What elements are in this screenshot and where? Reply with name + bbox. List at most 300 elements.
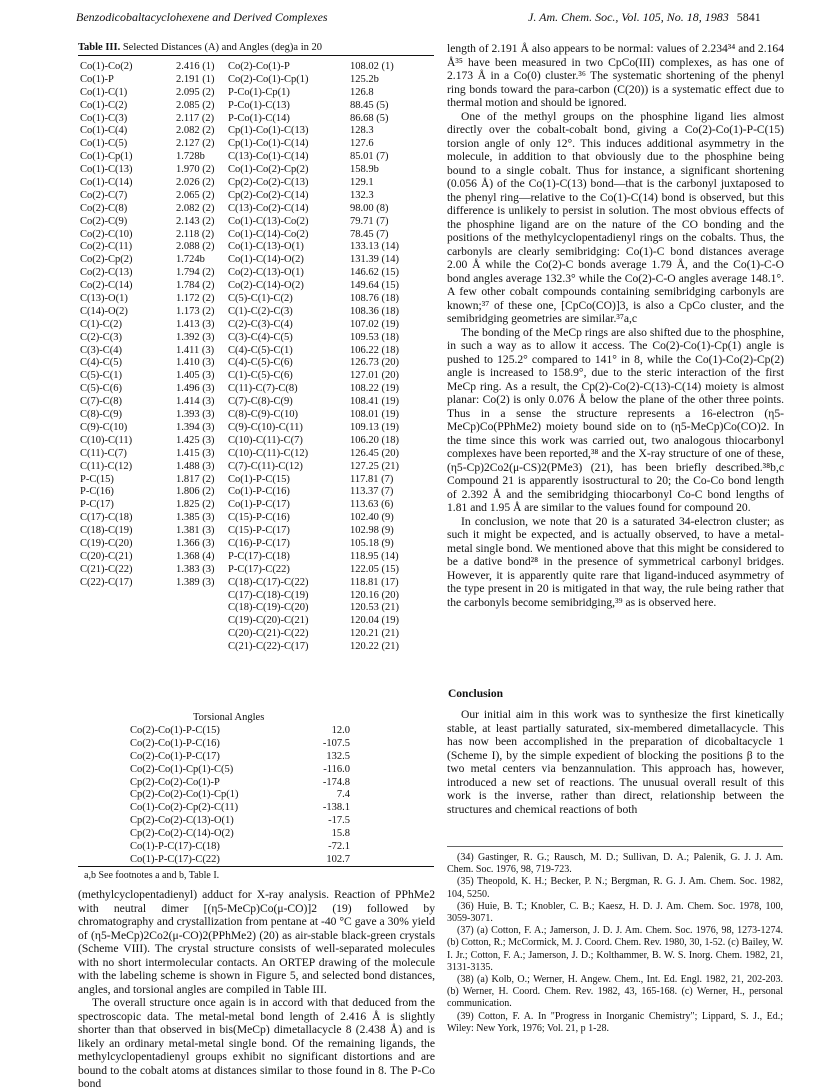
distance-row <box>80 306 222 319</box>
torsion-row-value: 15.8 <box>331 828 350 840</box>
angle-row <box>228 113 414 126</box>
distance-row-label: Co(1)-C(5) <box>80 138 128 150</box>
distance-row <box>80 164 222 177</box>
angle-row <box>228 435 414 448</box>
angle-row-label: C(4)-C(5)-C(1) <box>228 344 293 356</box>
torsion-row <box>130 802 350 815</box>
journal-name: J. Am. Chem. Soc., Vol. 105, No. 18, 1983 <box>528 10 729 24</box>
references-rule <box>447 846 783 847</box>
distance-row-value: 2.088 (2) <box>176 241 215 253</box>
distance-row <box>80 203 222 216</box>
distance-row-value: 1.794 (2) <box>176 267 215 279</box>
distance-row <box>80 151 222 164</box>
table-caption-text: Selected Distances (A) and Angles (deg)a in 20 <box>122 42 322 53</box>
distance-row-label: Co(2)-C(11) <box>80 241 133 253</box>
angle-row-value: 131.39 (14) <box>350 254 399 266</box>
angle-row-value: 98.00 (8) <box>350 202 389 214</box>
angle-row-label: C(13)-Co(1)-C(14) <box>228 151 309 163</box>
angle-row-value: 120.53 (21) <box>350 602 399 614</box>
distance-row-label: C(3)-C(4) <box>80 344 122 356</box>
angle-row-label: Cp(1)-Co(1)-C(14) <box>228 138 309 150</box>
angle-row-value: 133.13 (14) <box>350 241 399 253</box>
distance-row-value: 1.411 (3) <box>176 344 215 356</box>
distance-row <box>80 254 222 267</box>
angle-row-label: C(5)-C(1)-C(2) <box>228 293 293 305</box>
angle-row <box>228 486 414 499</box>
distance-row-label: Co(2)-Cp(2) <box>80 254 133 266</box>
distance-column <box>80 61 222 590</box>
angle-row-value: 129.1 <box>350 177 374 189</box>
torsion-row-label: Cp(2)-Co(2)-C(14)-O(2) <box>130 828 234 840</box>
distance-row-value: 1.381 (3) <box>176 525 215 537</box>
angle-row-value: 120.21 (21) <box>350 628 399 640</box>
distance-row <box>80 100 222 113</box>
torsion-row-value: -72.1 <box>328 841 350 853</box>
distance-row-label: Co(1)-P <box>80 73 114 85</box>
distance-row-label: Co(2)-C(13) <box>80 267 133 279</box>
angle-row <box>228 383 414 396</box>
angle-column <box>228 61 414 654</box>
distance-row-value: 2.191 (1) <box>176 73 215 85</box>
angle-row-label: C(15)-P-C(16) <box>228 512 290 524</box>
distance-row-label: C(8)-C(9) <box>80 409 122 421</box>
angle-row-label: C(18)-C(17)-C(22) <box>228 576 309 588</box>
distance-row-value: 1.385 (3) <box>176 512 215 524</box>
running-title: Benzodicobaltacyclohexene and Derived Complexes <box>76 10 328 24</box>
torsion-row <box>130 777 350 790</box>
angle-row <box>228 577 414 590</box>
angle-row-label: Co(2)-C(14)-O(2) <box>228 280 304 292</box>
angle-row-label: Co(2)-C(13)-O(1) <box>228 267 304 279</box>
distance-row <box>80 319 222 332</box>
angle-row <box>228 551 414 564</box>
distance-row-label: C(1)-C(2) <box>80 318 122 330</box>
distance-row-label: Co(2)-C(10) <box>80 228 133 240</box>
angle-row <box>228 474 414 487</box>
torsion-row-label: Cp(2)-Co(2)-C(13)-O(1) <box>130 815 234 827</box>
distance-row-label: C(14)-O(2) <box>80 305 128 317</box>
distance-row <box>80 525 222 538</box>
angle-row-label: C(8)-C(9)-C(10) <box>228 409 298 421</box>
table-label: Table III. <box>78 42 121 53</box>
angle-row <box>228 512 414 525</box>
distance-row <box>80 332 222 345</box>
angle-row <box>228 499 414 512</box>
angle-row-label: C(7)-C(11)-C(12) <box>228 460 303 472</box>
reference-entry: (38) (a) Kolb, O.; Werner, H. Angew. Chem., Int. Ed. Engl. 1982, 21, 202-203. (b) Werner, H. Coord. Chem. Rev. 1982, 43, 165-168. (c) Werner, H., personal communication. <box>447 974 783 1010</box>
distance-row-value: 1.817 (2) <box>176 473 215 485</box>
distance-row <box>80 551 222 564</box>
distance-row <box>80 241 222 254</box>
angle-row <box>228 267 414 280</box>
torsion-row-value: 132.5 <box>326 750 350 762</box>
distance-row-value: 2.095 (2) <box>176 86 215 98</box>
distance-row-label: Co(1)-C(1) <box>80 86 128 98</box>
distance-row-value: 1.415 (3) <box>176 447 215 459</box>
left-column-text <box>78 888 435 1091</box>
torsion-row <box>130 764 350 777</box>
distance-row-value: 1.383 (3) <box>176 563 215 575</box>
distance-row <box>80 293 222 306</box>
torsion-row <box>130 854 350 867</box>
torsion-row-label: Co(2)-Co(1)-Cp(1)-C(5) <box>130 763 234 775</box>
angle-row-value: 108.41 (19) <box>350 396 399 408</box>
angle-row <box>228 590 414 603</box>
distance-row-label: Co(2)-C(9) <box>80 215 128 227</box>
distance-row-label: C(17)-C(18) <box>80 512 133 524</box>
reference-entry: (36) Huie, B. T.; Knobler, C. B.; Kaesz, H. D. J. Am. Chem. Soc. 1978, 100, 3059-3071. <box>447 900 783 925</box>
angle-row-value: 78.45 (7) <box>350 228 389 240</box>
angle-row <box>228 293 414 306</box>
angle-row-label: Co(1)-P-C(17) <box>228 499 290 511</box>
distance-row-label: Co(2)-C(7) <box>80 189 128 201</box>
distance-row-label: C(11)-C(12) <box>80 460 133 472</box>
angle-row-value: 105.18 (9) <box>350 537 394 549</box>
angle-row <box>228 448 414 461</box>
angle-row <box>228 164 414 177</box>
angle-row <box>228 203 414 216</box>
angle-row <box>228 461 414 474</box>
torsion-row-value: 102.7 <box>326 853 350 865</box>
angle-row-label: C(7)-C(8)-C(9) <box>228 396 293 408</box>
distance-row-value: 1.366 (3) <box>176 537 215 549</box>
body-paragraph: One of the methyl groups on the phosphine ligand lies almost directly over the cobalt-cobalt bond, giving a Co(2)-Co(1)-P-C(15) torsion angle of only 12°. This induces additional asymmetry in the molecule, in addition to that obviously due to the phosphine being bound to a single cobalt. Thus for instance, a significant shortening (0.056 Å) of the Co(1)-C(13) bond—that is the carbonyl juxtaposed to the phenyl ring—relative to the Co(1)-C(14) bond is observed, but this difference is unlikely to persist in solution. The most obvious effects of the phosphine ligand are on the nature of the CO bonding and the positions of the methylcyclopentadienyl rings on the cobalts. Thus, the carbonyls are clearly semibridging: Co(1)-C bond distances average 2.00 Å while the Co(2)-C bonds average 1.79 Å, and the Co(1)-C-O bond angles average 132.3° while the Co(2)-C-O angles average 148.1°. A few other cobalt compounds containing semibridging carbonyls are known;³⁷ of these one, [CpCo(CO)]3, is also a CpCo cluster, and the semibridging geometries are similar.³⁷a,c <box>447 109 784 325</box>
angle-row-label: P-Co(1)-Cp(1) <box>228 86 290 98</box>
angle-row-label: C(3)-C(4)-C(5) <box>228 331 293 343</box>
references <box>447 852 783 1035</box>
angle-row-value: 113.63 (6) <box>350 499 394 511</box>
torsion-row <box>130 815 350 828</box>
angle-row-value: 85.01 (7) <box>350 151 389 163</box>
torsion-row-label: Co(1)-P-C(17)-C(18) <box>130 841 220 853</box>
angle-row-value: 127.6 <box>350 138 374 150</box>
distance-row <box>80 499 222 512</box>
angle-row <box>228 100 414 113</box>
distance-row <box>80 357 222 370</box>
angle-row <box>228 332 414 345</box>
angle-row <box>228 641 414 654</box>
torsion-row-label: Co(1)-Co(2)-Cp(2)-C(11) <box>130 802 239 814</box>
torsion-row <box>130 751 350 764</box>
torsion-row-value: -116.0 <box>323 763 350 775</box>
distance-row <box>80 190 222 203</box>
reference-entry: (35) Theopold, K. H.; Becker, P. N.; Bergman, R. G. J. Am. Chem. Soc. 1982, 104, 5250. <box>447 876 783 900</box>
body-paragraph: In conclusion, we note that 20 is a saturated 34-electron cluster; as such it might be expected, and is actually observed, to have a metal-metal single bond. We mentioned above that this might be considered to be a dative bond²⁸ in the presence of symmetrical carbonyl bridges. However, it is apparently quite rare that ligand-induced asymmetry of the type present in 20 is mitigated in that way, the rule being rather that the carbonyls become semibridging,³⁹ as is observed here. <box>447 514 784 609</box>
distance-row-value: 2.085 (2) <box>176 99 215 111</box>
torsion-row-value: -174.8 <box>322 776 350 788</box>
angle-row <box>228 370 414 383</box>
angle-row-value: 109.53 (18) <box>350 331 399 343</box>
angle-row-label: P-Co(1)-C(14) <box>228 112 290 124</box>
distance-row <box>80 461 222 474</box>
distance-row-label: Co(1)-Cp(1) <box>80 151 133 163</box>
distance-row <box>80 61 222 74</box>
angle-row-value: 158.9b <box>350 164 379 176</box>
angle-row-label: C(2)-C(3)-C(4) <box>228 318 293 330</box>
angle-row-value: 102.98 (9) <box>350 525 394 537</box>
angle-row-label: C(1)-C(2)-C(3) <box>228 305 293 317</box>
angle-row-value: 79.71 (7) <box>350 215 389 227</box>
angle-row <box>228 306 414 319</box>
distance-row-value: 1.173 (2) <box>176 305 215 317</box>
right-column-text <box>447 42 784 609</box>
torsion-row-label: Cp(2)-Co(2)-Co(1)-Cp(1) <box>130 789 239 801</box>
distance-row-value: 1.393 (3) <box>176 409 215 421</box>
angle-row-label: C(16)-P-C(17) <box>228 537 290 549</box>
torsion-row-label: Cp(2)-Co(2)-Co(1)-P <box>130 776 220 788</box>
angle-row-label: C(4)-C(5)-C(6) <box>228 357 293 369</box>
distance-row-label: P-C(15) <box>80 473 114 485</box>
angle-row <box>228 615 414 628</box>
distance-row-label: C(19)-C(20) <box>80 537 133 549</box>
angle-row-value: 102.40 (9) <box>350 512 394 524</box>
table-top-rule <box>78 55 434 56</box>
angle-row <box>228 280 414 293</box>
angle-row-value: 125.2b <box>350 73 379 85</box>
distance-row-value: 1.172 (2) <box>176 293 215 305</box>
angle-row-value: 117.81 (7) <box>350 473 394 485</box>
body-paragraph: length of 2.191 Å also appears to be normal: values of 2.234³⁴ and 2.164 Å³⁵ have been measured in two CpCo(III) complexes, as has one of 2.173 Å in a Co(0) cluster.³⁶ The systematic shortening of the phenyl ring bonds toward the para-carbon (C(20)) is a systematic effect due to thermal motion and should be ignored. <box>447 42 784 109</box>
distance-row-value: 1.825 (2) <box>176 499 215 511</box>
distance-row-value: 2.065 (2) <box>176 189 215 201</box>
distance-row-value: 2.026 (2) <box>176 177 215 189</box>
distance-row-label: C(7)-C(8) <box>80 396 122 408</box>
distance-row-label: C(21)-C(22) <box>80 563 133 575</box>
angle-row <box>228 396 414 409</box>
distance-row-value: 1.410 (3) <box>176 357 215 369</box>
distance-row-value: 2.143 (2) <box>176 215 215 227</box>
distance-row-value: 2.082 (2) <box>176 202 215 214</box>
distance-row-label: C(5)-C(6) <box>80 383 122 395</box>
angle-row-label: Co(1)-C(13)-Co(2) <box>228 215 309 227</box>
angle-row-label: C(19)-C(20)-C(21) <box>228 615 309 627</box>
distance-row-label: C(13)-O(1) <box>80 293 128 305</box>
angle-row-label: C(13)-Co(2)-C(14) <box>228 202 309 214</box>
angle-row <box>228 61 414 74</box>
body-paragraph: The bonding of the MeCp rings are also shifted due to the phosphine, in such a way as to allow it access. The Co(2)-Co(1)-Cp(1) angle is pushed to 125.2° compared to 141° in 8, while the Co(1)-Co(2)-Cp(2) angle is increased to 158.9°, due to the steric interaction of the first MeCp ring. As a result, the Cp(2)-Co(2)-C(13)-C(14) moiety is almost planar: Co(2) is only 0.076 Å below the plane of the other three points. Thus in a sense the structure represents a 16-electron (η5-MeCp)Co(PPhMe2) moiety bound side on to (η5-MeCp)Co(CO)2. In the time since this work was carried out, two analogous thiocarbonyl complexes have been reported,³⁸ and the X-ray structure of one of these, (η5-Cp)2Co2(μ-CS)2(PMe3) (21), has been briefly described.³⁸b,c Compound 21 is apparently isostructural to 20; the Co-Co bond length of 2.392 Å and the semibridging thiocarbonyl Co-C bond lengths of 1.81 and 1.95 Å are similar to the values found for compound 20. <box>447 325 784 514</box>
table-bottom-rule <box>78 866 434 867</box>
angle-row-value: 120.04 (19) <box>350 615 399 627</box>
angle-row-label: C(20)-C(21)-C(22) <box>228 628 309 640</box>
distance-row <box>80 448 222 461</box>
distance-row-label: C(10)-C(11) <box>80 434 133 446</box>
angle-row <box>228 345 414 358</box>
angle-row <box>228 229 414 242</box>
torsion-row <box>130 841 350 854</box>
torsion-row <box>130 725 350 738</box>
distance-row-value: 2.082 (2) <box>176 125 215 137</box>
distance-row-value: 1.496 (3) <box>176 383 215 395</box>
torsion-row <box>130 789 350 802</box>
distance-row-label: P-C(16) <box>80 486 114 498</box>
angle-row-label: Co(1)-P-C(16) <box>228 486 290 498</box>
angle-row-label: C(11)-C(7)-C(8) <box>228 383 298 395</box>
distance-row <box>80 409 222 422</box>
angle-row-label: Co(1)-Co(2)-Cp(2) <box>228 164 309 176</box>
torsion-row-label: Co(2)-Co(1)-P-C(16) <box>130 737 220 749</box>
angle-row-value: 120.22 (21) <box>350 641 399 653</box>
angle-row-label: Co(1)-P-C(15) <box>228 473 290 485</box>
angle-row <box>228 628 414 641</box>
distance-row-value: 1.806 (2) <box>176 486 215 498</box>
distance-row <box>80 396 222 409</box>
distance-row-value: 1.392 (3) <box>176 331 215 343</box>
body-paragraph: The overall structure once again is in accord with that deduced from the spectroscopic data. The metal-metal bond length of 2.416 Å is slightly shorter than that observed in bis(MeCp) dimetallacycle 8 (2.438 Å) and is likely an ordinary metal-metal single bond. Of the remaining ligands, the methylcyclopentadienyl groups exhibit no significant distortions and are bound to the cobalt atoms at distances similar to those found in 8. The P-Co bond <box>78 996 435 1090</box>
distance-row <box>80 370 222 383</box>
angle-row-value: 122.05 (15) <box>350 563 399 575</box>
distance-row-label: C(2)-C(3) <box>80 331 122 343</box>
table-caption <box>78 42 438 53</box>
angle-row-label: Co(2)-Co(1)-Cp(1) <box>228 73 309 85</box>
angle-row <box>228 254 414 267</box>
angle-row-label: P-Co(1)-C(13) <box>228 99 290 111</box>
distance-row-value: 1.784 (2) <box>176 280 215 292</box>
distance-row-label: P-C(17) <box>80 499 114 511</box>
angle-row-label: Co(1)-C(13)-O(1) <box>228 241 304 253</box>
distance-row-label: Co(1)-Co(2) <box>80 61 133 72</box>
angle-row <box>228 87 414 100</box>
distance-row <box>80 74 222 87</box>
distance-row <box>80 538 222 551</box>
angle-row-value: 108.36 (18) <box>350 305 399 317</box>
torsion-row <box>130 828 350 841</box>
angle-row-label: P-C(17)-C(22) <box>228 563 290 575</box>
reference-entry: (39) Cotton, F. A. In "Progress in Inorganic Chemistry"; Lippard, S. J., Ed.; Wiley: New York, 1976; Vol. 21, p 1-28. <box>447 1010 783 1034</box>
distance-row-value: 1.394 (3) <box>176 421 215 433</box>
angle-row-value: 108.02 (1) <box>350 61 394 72</box>
distance-row <box>80 87 222 100</box>
angle-row-value: 106.20 (18) <box>350 434 399 446</box>
distance-row-label: Co(1)-C(3) <box>80 112 128 124</box>
angle-row-value: 106.22 (18) <box>350 344 399 356</box>
distance-row-label: Co(1)-C(4) <box>80 125 128 137</box>
distance-row-value: 2.117 (2) <box>176 112 215 124</box>
distance-row-value: 1.488 (3) <box>176 460 215 472</box>
distance-row-value: 2.127 (2) <box>176 138 215 150</box>
angle-row-label: C(21)-C(22)-C(17) <box>228 641 309 653</box>
conclusion-paragraph: Our initial aim in this work was to synthesize the first kinetically stable, at least partially saturated, six-membered dimetallacycle. This has now been accomplished in the preparation of dicobaltacycle 1 (Scheme I), by the simple expedient of blocking the positions β to the two metal centers via benzannulation. This approach has, however, introduced a new set of reactions. The unusual overall result of this work is the inverse, rather than direct, relationship between the structures and chemical reactions of both <box>447 708 784 816</box>
distance-row <box>80 113 222 126</box>
angle-row-value: 127.01 (20) <box>350 370 399 382</box>
distance-row-value: 1.405 (3) <box>176 370 215 382</box>
torsion-row-value: -107.5 <box>322 737 350 749</box>
distance-row-value: 1.414 (3) <box>176 396 215 408</box>
angle-row-value: 126.8 <box>350 86 374 98</box>
distance-row-value: 1.425 (3) <box>176 434 215 446</box>
torsion-list <box>130 725 350 867</box>
distance-row <box>80 216 222 229</box>
angle-row <box>228 177 414 190</box>
journal-citation <box>528 10 761 25</box>
angle-row <box>228 241 414 254</box>
distance-row-label: C(20)-C(21) <box>80 550 133 562</box>
angle-row-value: 126.73 (20) <box>350 357 399 369</box>
torsion-row-value: 12.0 <box>331 725 350 736</box>
reference-entry: (34) Gastinger, R. G.; Rausch, M. D.; Sullivan, D. A.; Palenik, G. J. J. Am. Chem. Soc. 1976, 98, 719-723. <box>447 852 783 876</box>
torsion-row-value: -138.1 <box>322 802 350 814</box>
angle-row-value: 86.68 (5) <box>350 112 389 124</box>
angle-row-value: 118.95 (14) <box>350 550 399 562</box>
distance-row <box>80 383 222 396</box>
distance-row-label: Co(1)-C(2) <box>80 99 128 111</box>
distance-row-value: 1.724b <box>176 254 205 266</box>
distance-row-label: C(4)-C(5) <box>80 357 122 369</box>
angle-row-label: C(10)-C(11)-C(12) <box>228 447 309 459</box>
angle-row-label: C(15)-P-C(17) <box>228 525 290 537</box>
angle-row-label: P-C(17)-C(18) <box>228 550 290 562</box>
angle-row-value: 127.25 (21) <box>350 460 399 472</box>
angle-row-value: 128.3 <box>350 125 374 137</box>
angle-row <box>228 564 414 577</box>
reference-entry: (37) (a) Cotton, F. A.; Jamerson, J. D. J. Am. Chem. Soc. 1976, 98, 1273-1274. (b) Cotton, R.; McCormick, M. J. Coord. Chem. Rev. 1980, 30, 1-52. (c) Bailey, W. I. Jr.; Cotton, F. A.; Jamerson, J. D.; Kolthammer, B. W. S. Inorg. Chem. 1982, 21, 3131-3135. <box>447 925 783 973</box>
angle-row-value: 108.22 (19) <box>350 383 399 395</box>
distance-row-label: Co(1)-C(14) <box>80 177 133 189</box>
angle-row-value: 108.76 (18) <box>350 293 399 305</box>
angle-row <box>228 138 414 151</box>
angle-row-label: Co(1)-C(14)-O(2) <box>228 254 304 266</box>
angle-row <box>228 319 414 332</box>
distance-row <box>80 512 222 525</box>
angle-row-value: 108.01 (19) <box>350 409 399 421</box>
body-paragraph: (methylcyclopentadienyl) adduct for X-ray analysis. Reaction of PPhMe2 with neutral dimer [(η5-MeCp)Co(μ-CO)]2 (19) followed by chromatography and crystallization from pentane at -40 °C gave a 30% yield of (η5-MeCp)2Co2(μ-CO)2(PPhMe2) (20) as air-stable black-green crystals (Scheme VIII). The crystal structure consists of well-separated molecules with no short intermolecular contacts. An ORTEP drawing of the molecule with the labeling scheme is shown in Figure 5, and selected bond distances, angles, and torsional angles are compiled in Table III. <box>78 888 435 996</box>
angle-row-label: C(17)-C(18)-C(19) <box>228 589 309 601</box>
angle-row-value: 118.81 (17) <box>350 576 399 588</box>
torsion-row-value: 7.4 <box>336 789 350 801</box>
angle-row-label: C(1)-C(5)-C(6) <box>228 370 293 382</box>
angle-row-label: C(10)-C(11)-C(7) <box>228 434 303 446</box>
angle-row-value: 109.13 (19) <box>350 421 399 433</box>
angle-row <box>228 525 414 538</box>
angle-row-value: 88.45 (5) <box>350 99 389 111</box>
distance-row-value: 1.413 (3) <box>176 318 215 330</box>
angle-row <box>228 151 414 164</box>
angle-row-value: 146.62 (15) <box>350 267 399 279</box>
distance-row-value: 1.389 (3) <box>176 576 215 588</box>
distance-row-value: 1.368 (4) <box>176 550 215 562</box>
conclusion-text <box>447 708 784 816</box>
angle-row-label: Cp(2)-Co(2)-C(13) <box>228 177 309 189</box>
distance-row <box>80 125 222 138</box>
distance-row <box>80 564 222 577</box>
page-number: 5841 <box>736 10 761 24</box>
distance-row-label: C(22)-C(17) <box>80 576 133 588</box>
angle-row <box>228 190 414 203</box>
angle-row <box>228 357 414 370</box>
distance-row-value: 1.728b <box>176 151 205 163</box>
distance-row <box>80 267 222 280</box>
angle-row-label: C(18)-C(19)-C(20) <box>228 602 309 614</box>
distance-row-value: 2.118 (2) <box>176 228 215 240</box>
angle-row-label: Cp(2)-Co(2)-C(14) <box>228 189 309 201</box>
distance-row-label: Co(1)-C(13) <box>80 164 133 176</box>
angle-row <box>228 602 414 615</box>
distance-row-label: C(11)-C(7) <box>80 447 127 459</box>
angle-row-value: 120.16 (20) <box>350 589 399 601</box>
distance-row <box>80 486 222 499</box>
angle-row-value: 149.64 (15) <box>350 280 399 292</box>
angle-row-label: Co(1)-C(14)-Co(2) <box>228 228 309 240</box>
torsion-row-label: Co(1)-P-C(17)-C(22) <box>130 853 220 865</box>
distance-row-value: 2.416 (1) <box>176 61 215 72</box>
angle-row-label: Co(2)-Co(1)-P <box>228 61 290 72</box>
angle-row-value: 132.3 <box>350 189 374 201</box>
distance-row <box>80 138 222 151</box>
angle-row <box>228 422 414 435</box>
angle-row <box>228 538 414 551</box>
angle-row-value: 107.02 (19) <box>350 318 399 330</box>
torsion-row <box>130 738 350 751</box>
angle-row-label: Cp(1)-Co(1)-C(13) <box>228 125 309 137</box>
